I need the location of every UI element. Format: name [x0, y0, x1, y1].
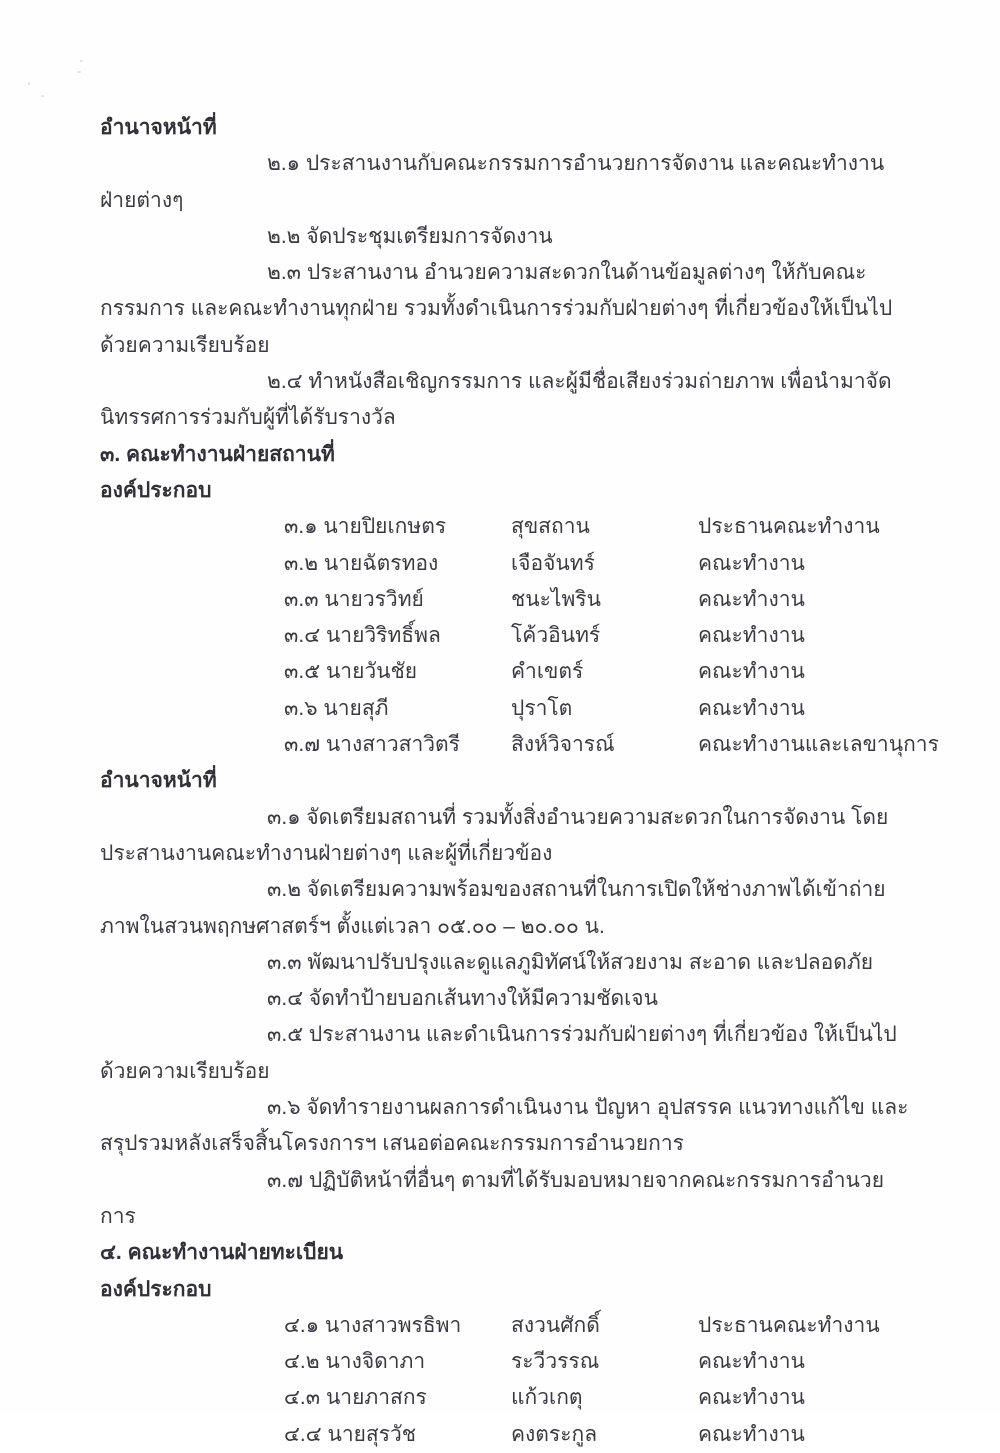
member-number: ๔.๔	[284, 1422, 322, 1446]
member-role: คณะทำงาน	[698, 551, 805, 575]
section3-composition-heading: องค์ประกอบ	[100, 478, 212, 502]
member-row	[284, 582, 914, 618]
member-number: ๓.๕	[284, 660, 321, 684]
member-role: คณะทำงาน	[698, 1386, 805, 1410]
member-row	[284, 618, 914, 654]
member-row	[284, 1417, 914, 1453]
member-row	[284, 509, 914, 545]
member-name-cell	[284, 1417, 511, 1453]
member-name: นายสุภี	[323, 696, 389, 720]
member-number: ๔.๒	[284, 1350, 320, 1374]
member-row	[284, 1344, 914, 1380]
member-number: ๓.๒	[284, 551, 319, 575]
duty-item-3-6: ๓.๖ จัดทำรายงานผลการดำเนินงาน ปัญหา อุปสรรค แนวทางแก้ไข และสรุปรวมหลังเสร็จสิ้นโครงการฯ เสนอต่อคณะกรรมการอำนวยการ	[100, 1096, 909, 1156]
member-name-cell	[284, 582, 511, 618]
member-role: คณะทำงาน	[698, 624, 805, 648]
section2-duties-heading: อำนาจหน้าที่	[100, 116, 217, 139]
member-number: ๓.๓	[284, 587, 319, 611]
member-surname: ระวีวรรณ	[511, 1350, 600, 1374]
section3-title: ๓. คณะทำงานฝ่ายสถานที่	[100, 442, 335, 466]
member-name: นายปิยเกษตร	[323, 515, 447, 539]
member-name: นางสาวพรธิพา	[324, 1313, 462, 1337]
member-name: นายสุรวัช	[327, 1422, 417, 1446]
member-name: นางจิดาภา	[325, 1350, 426, 1374]
member-row	[284, 654, 914, 690]
scan-speck	[77, 71, 81, 73]
member-name-cell	[284, 691, 511, 727]
member-surname: สุขสถาน	[511, 515, 590, 539]
document-content	[100, 110, 939, 1453]
duty-item-2-4: ๒.๔ ทำหนังสือเชิญกรรมการ และผู้มีชื่อเสียงร่วมถ่ายภาพ เพื่อนำมาจัดนิทรรศการร่วมกับผู้ที่ได้รับรางวัล	[100, 370, 892, 430]
member-name-cell	[284, 1344, 511, 1380]
duty-item-3-4: ๓.๔ จัดทำป้ายบอกเส้นทางให้มีความชัดเจน	[267, 987, 658, 1011]
scan-speck	[28, 82, 30, 85]
member-row	[284, 691, 914, 727]
member-name: นายฉัตรทอง	[323, 551, 439, 575]
member-name-cell	[284, 654, 511, 690]
member-row	[284, 1380, 914, 1416]
section3-duties-heading: อำนาจหน้าที่	[100, 769, 217, 793]
member-surname: คงตระกูล	[511, 1422, 598, 1446]
duty-item-3-3: ๓.๓ พัฒนาปรับปรุงและดูแลภูมิทัศน์ให้สวยงาม สะอาด และปลอดภัย	[267, 950, 874, 974]
section4-title: ๔. คณะทำงานฝ่ายทะเบียน	[100, 1241, 344, 1265]
member-role: ประธานคณะทำงาน	[698, 1313, 880, 1337]
member-name: นายวรวิทย์	[324, 587, 424, 611]
member-number: ๓.๔	[284, 624, 321, 648]
member-surname: คำเขตร์	[511, 660, 584, 684]
member-number: ๓.๖	[284, 696, 318, 720]
scan-speck	[41, 95, 44, 97]
member-number: ๓.๑	[284, 515, 318, 539]
member-role: คณะทำงาน	[698, 587, 805, 611]
member-name-cell	[284, 1308, 511, 1344]
member-name-cell	[284, 546, 511, 582]
member-surname: เจือจันทร์	[511, 551, 595, 575]
member-surname: ชนะไพริน	[511, 587, 601, 611]
member-surname: สิงห์วิจารณ์	[511, 733, 615, 757]
section4-composition-heading: องค์ประกอบ	[100, 1277, 212, 1301]
duty-item-3-2: ๓.๒ จัดเตรียมความพร้อมของสถานที่ในการเปิดให้ช่างภาพได้เข้าถ่ายภาพในสวนพฤกษศาสตร์ฯ ตั้งแต่เวลา ๐๕.๐๐ – ๒๐.๐๐ น.	[100, 878, 886, 938]
member-name: นายภาสกร	[325, 1386, 427, 1410]
member-role: คณะทำงาน	[698, 696, 805, 720]
member-name-cell	[284, 727, 511, 763]
member-number: ๔.๓	[284, 1386, 321, 1410]
member-name-cell	[284, 1380, 511, 1416]
scan-speck	[80, 60, 83, 62]
duty-item-3-5: ๓.๕ ประสานงาน และดำเนินการร่วมกับฝ่ายต่างๆ ที่เกี่ยวข้อง ให้เป็นไปด้วยความเรียบร้อย	[100, 1023, 897, 1083]
member-role: ประธานคณะทำงาน	[698, 515, 880, 539]
duty-item-2-1: ๒.๑ ประสานงานกับคณะกรรมการอำนวยการจัดงาน และคณะทำงานฝ่ายต่างๆ	[100, 152, 885, 212]
member-role: คณะทำงาน	[698, 1350, 805, 1374]
member-surname: สงวนศักดิ์	[511, 1313, 600, 1337]
duty-item-3-1: ๓.๑ จัดเตรียมสถานที่ รวมทั้งสิ่งอำนวยความสะดวกในการจัดงาน โดยประสานงานคณะทำงานฝ่ายต่างๆ และผู้ที่เกี่ยวข้อง	[100, 805, 889, 865]
member-surname: ปุราโต	[511, 696, 573, 720]
member-name: นายวันชัย	[325, 660, 418, 684]
member-surname: แก้วเกตุ	[511, 1386, 583, 1410]
duty-item-2-3: ๒.๓ ประสานงาน อำนวยความสะดวกในด้านข้อมูลต่างๆ ให้กับคณะกรรมการ และคณะทำงานทุกฝ่าย รวมทั้งดำเนินการร่วมกับฝ่ายต่างๆ ที่เกี่ยวข้องให้เป็นไปด้วยความเรียบร้อย	[100, 261, 893, 357]
duty-item-3-7: ๓.๗ ปฏิบัติหน้าที่อื่นๆ ตามที่ได้รับมอบหมายจากคณะกรรมการอำนวยการ	[100, 1168, 884, 1228]
member-surname: โค้วอินทร์	[511, 624, 601, 648]
member-role: คณะทำงาน	[698, 660, 805, 684]
member-name: นายวิริทธิ์พล	[325, 624, 441, 648]
member-name-cell	[284, 509, 511, 545]
member-row	[284, 1308, 914, 1344]
member-row	[284, 727, 939, 763]
member-name-cell	[284, 618, 511, 654]
member-number: ๓.๗	[284, 733, 320, 757]
member-role: คณะทำงานและเลขานุการ	[698, 733, 939, 757]
duty-item-2-2: ๒.๒ จัดประชุมเตรียมการจัดงาน	[267, 224, 553, 248]
member-number: ๔.๑	[284, 1313, 320, 1337]
member-role: คณะทำงาน	[698, 1422, 805, 1446]
member-row	[284, 546, 914, 582]
member-name: นางสาวสาวิตรี	[325, 733, 460, 757]
